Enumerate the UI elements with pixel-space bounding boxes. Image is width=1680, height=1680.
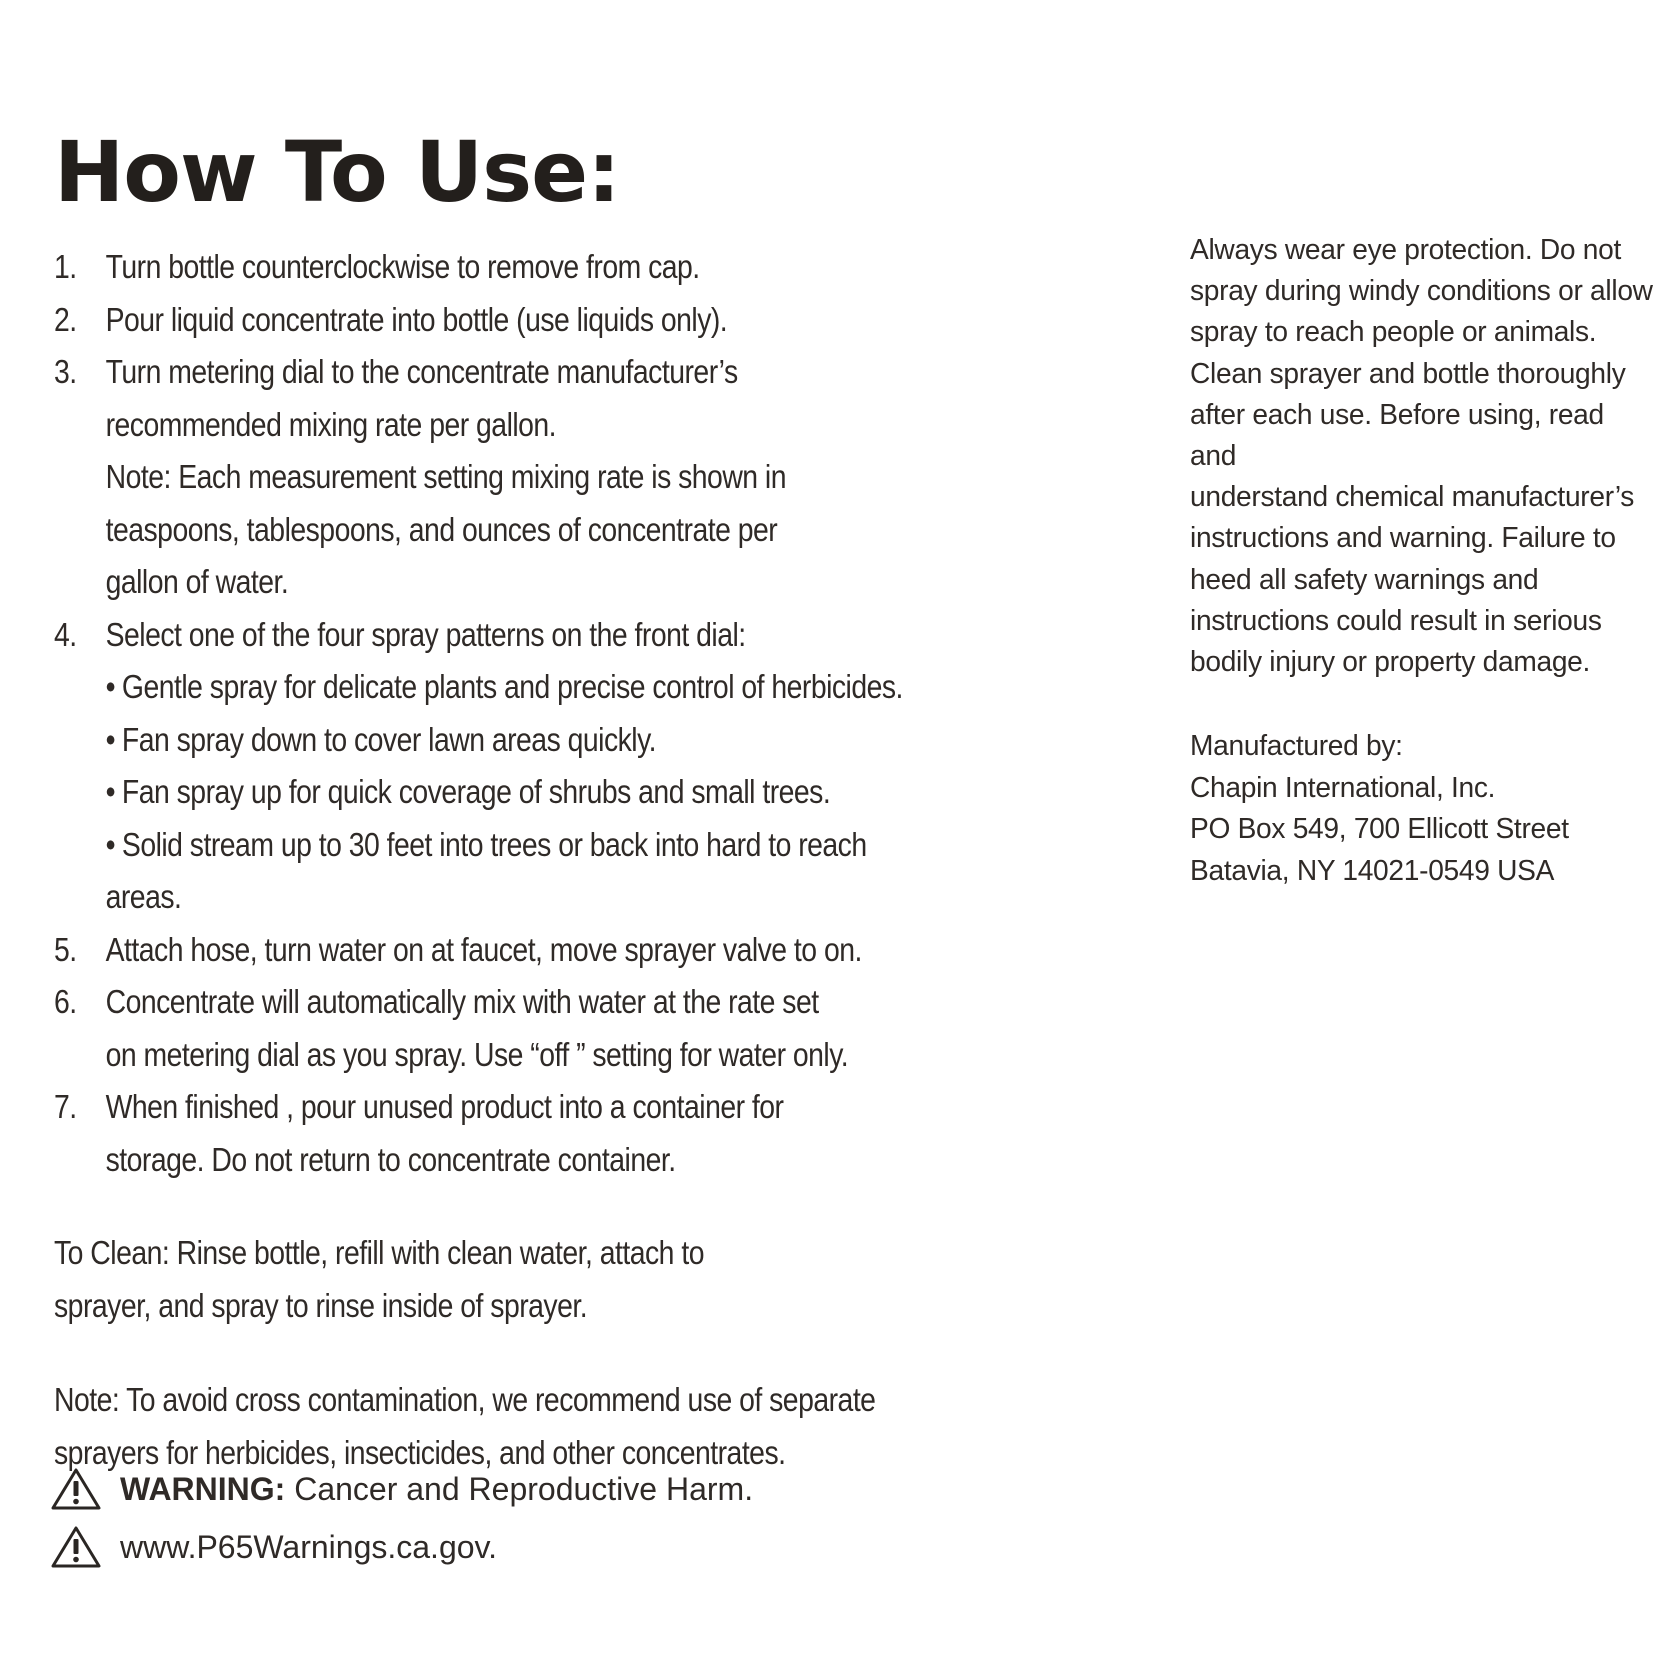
instructions-column: [54, 241, 914, 1479]
step-number: 3.: [54, 353, 77, 390]
step-line: Turn bottle counterclockwise to remove from cap.: [105, 248, 700, 285]
step-number: 1.: [54, 248, 77, 285]
step-text: [106, 346, 914, 609]
step-text: [106, 241, 914, 294]
spray-pattern-item: • Gentle spray for delicate plants and precise control of herbicides.: [106, 661, 914, 714]
step-number: 6.: [54, 983, 77, 1020]
warning-url: www.P65Warnings.ca.gov.: [120, 1528, 498, 1565]
step-line: Note: Each measurement setting mixing rate is shown in: [105, 458, 786, 495]
warning-url-row: [50, 1518, 753, 1576]
spray-pattern-item: • Fan spray up for quick coverage of shrubs and small trees.: [106, 766, 914, 819]
step-text: [106, 609, 914, 924]
spray-pattern-item: • Solid stream up to 30 feet into trees or back into hard to reach areas.: [106, 819, 914, 924]
step-number: 5.: [54, 930, 77, 968]
safety-line: Always wear eye protection. Do not: [1190, 234, 1622, 266]
warning-row: [50, 1460, 753, 1518]
step-text: [106, 294, 914, 347]
step-item: [54, 976, 914, 1081]
step-line: storage. Do not return to concentrate container.: [105, 1140, 676, 1178]
manufacturer-heading: Manufactured by:: [1190, 730, 1403, 762]
step-item: [54, 1081, 914, 1186]
step-line: teaspoons, tablespoons, and ounces of concentrate per: [105, 510, 778, 548]
safety-line: bodily injury or property damage.: [1190, 646, 1591, 679]
step-line: Concentrate will automatically mix with water at the rate set: [105, 983, 819, 1020]
step-line: recommended mixing rate per gallon.: [105, 405, 557, 443]
contamination-note-line: sprayers for herbicides, insecticides, and other concentrates.: [54, 1433, 786, 1471]
step-number: 2.: [54, 300, 77, 338]
step-line: Select one of the four spray patterns on the front dial:: [105, 615, 746, 653]
manufacturer-info: [1190, 726, 1656, 892]
warning-text: Cancer and Reproductive Harm.: [285, 1470, 754, 1507]
cleaning-note: [54, 1227, 914, 1332]
step-text: [106, 924, 914, 977]
safety-line: instructions could result in serious: [1190, 604, 1602, 637]
step-text: [106, 976, 914, 1081]
step-line: on metering dial as you spray. Use “off ” setting for water only.: [105, 1035, 849, 1073]
step-line: Pour liquid concentrate into bottle (use liquids only).: [105, 300, 728, 338]
step-item: [54, 294, 914, 347]
safety-line: understand chemical manufacturer’s: [1190, 481, 1635, 514]
manufacturer-name: Chapin International, Inc.: [1190, 771, 1496, 804]
manufacturer-address-line: PO Box 549, 700 Ellicott Street: [1190, 813, 1569, 845]
step-line: gallon of water.: [105, 563, 289, 600]
step-item: [54, 241, 914, 294]
warning-triangle-icon: [50, 1525, 102, 1569]
step-item: [54, 609, 914, 924]
safety-line: after each use. Before using, read and: [1190, 398, 1604, 473]
step-number: 4.: [54, 615, 77, 653]
steps-list: [54, 241, 914, 1186]
page-title: How To Use:: [54, 123, 620, 221]
step-text: [106, 1081, 914, 1186]
manufacturer-address-line: Batavia, NY 14021-0549 USA: [1190, 854, 1555, 887]
contamination-note-line: Note: To avoid cross contamination, we recommend use of separate: [54, 1381, 876, 1418]
step-item: [54, 346, 914, 609]
spray-pattern-item: • Fan spray down to cover lawn areas quickly.: [106, 714, 914, 767]
safety-notice: [1190, 230, 1656, 683]
safety-line: spray during windy conditions or allow: [1190, 275, 1653, 308]
safety-line: heed all safety warnings and: [1190, 563, 1539, 596]
safety-line: Clean sprayer and bottle thoroughly: [1190, 357, 1626, 390]
safety-line: instructions and warning. Failure to: [1190, 522, 1616, 555]
cleaning-note-line: To Clean: Rinse bottle, refill with clean water, attach to: [54, 1234, 704, 1271]
step-line: When finished , pour unused product into a container for: [105, 1088, 784, 1125]
warning-triangle-icon: [50, 1467, 102, 1511]
step-line: Turn metering dial to the concentrate manufacturer’s: [105, 353, 738, 390]
prop65-warning: [50, 1460, 753, 1576]
warning-label: WARNING:: [120, 1470, 286, 1507]
step-item: [54, 924, 914, 977]
step-line: Attach hose, turn water on at faucet, move sprayer valve to on.: [105, 930, 862, 968]
spray-pattern-list: [106, 661, 914, 924]
safety-line: spray to reach people or animals.: [1190, 316, 1597, 349]
cleaning-note-line: sprayer, and spray to rinse inside of sprayer.: [54, 1286, 588, 1324]
step-number: 7.: [54, 1088, 77, 1125]
